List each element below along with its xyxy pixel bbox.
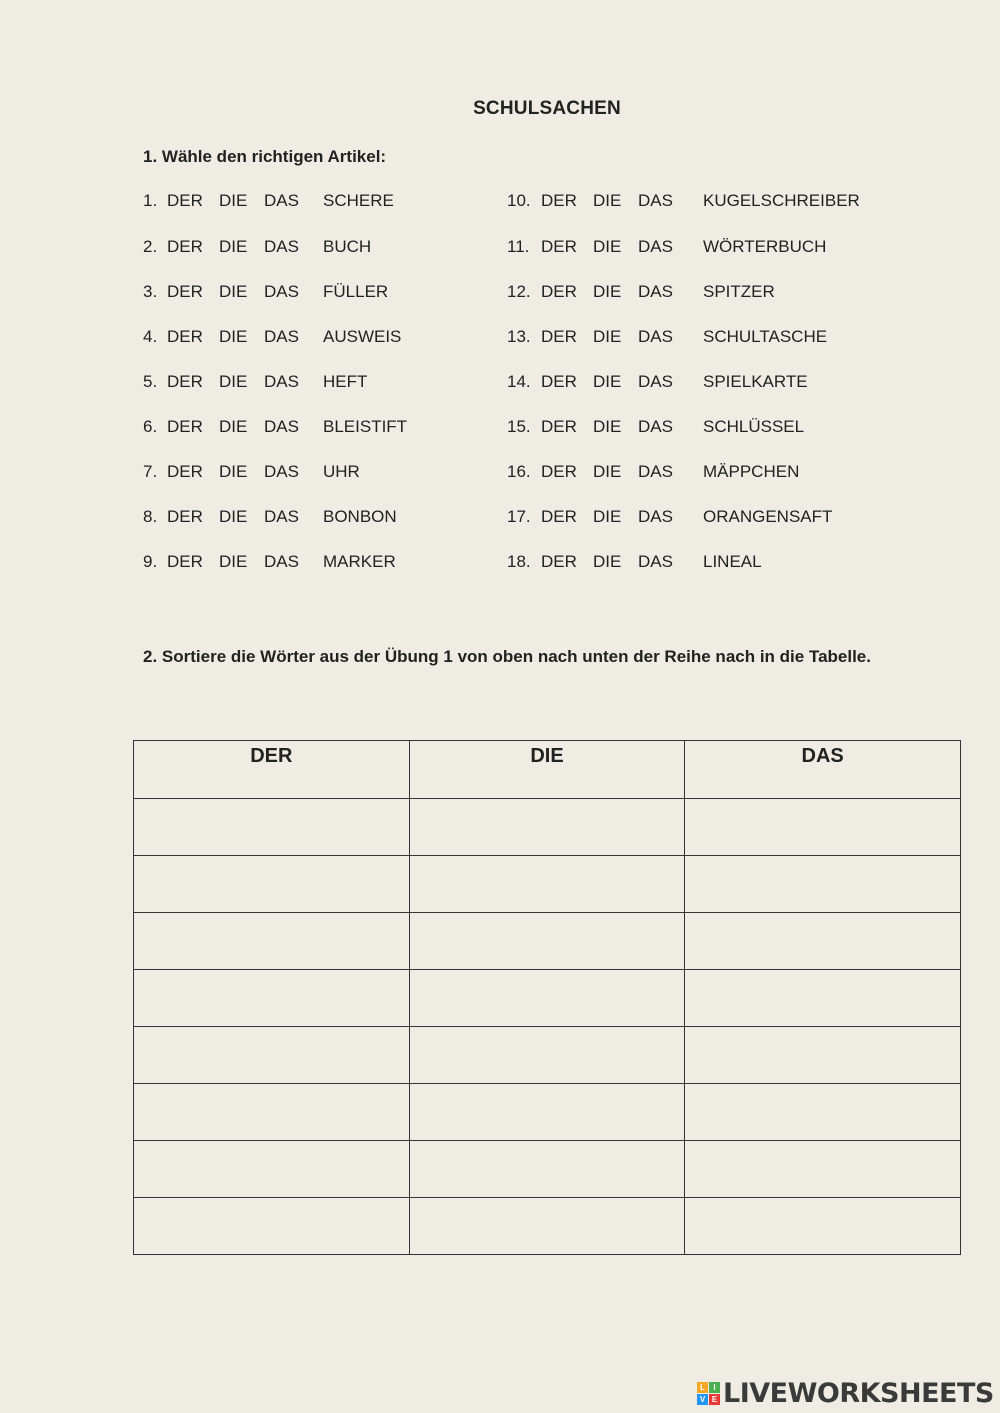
- noun-word: MARKER: [323, 552, 396, 571]
- table-row: [134, 1198, 961, 1255]
- option-der[interactable]: DER: [541, 282, 577, 301]
- option-die[interactable]: DIE: [593, 191, 622, 210]
- table-row: [134, 799, 961, 856]
- option-der[interactable]: DER: [167, 282, 203, 301]
- answer-cell-das[interactable]: [685, 1027, 961, 1084]
- noun-word: LINEAL: [703, 552, 762, 571]
- noun-word: BLEISTIFT: [323, 417, 408, 436]
- answer-cell-der[interactable]: [134, 856, 410, 913]
- noun-word: AUSWEIS: [323, 327, 402, 346]
- option-der[interactable]: DER: [541, 327, 577, 346]
- answer-cell-das[interactable]: [685, 856, 961, 913]
- answer-cell-die[interactable]: [409, 1141, 685, 1198]
- item-number: 17.: [507, 507, 531, 526]
- noun-word: SCHULTASCHE: [703, 327, 828, 346]
- option-der[interactable]: DER: [167, 552, 203, 571]
- option-das[interactable]: DAS: [638, 552, 673, 571]
- item-number: 13.: [507, 327, 531, 346]
- option-das[interactable]: DAS: [264, 237, 299, 256]
- option-die[interactable]: DIE: [219, 191, 248, 210]
- option-das[interactable]: DAS: [638, 191, 673, 210]
- option-das[interactable]: DAS: [264, 507, 299, 526]
- table-row: [134, 913, 961, 970]
- logo-mark-letter: V: [697, 1394, 708, 1405]
- option-das[interactable]: DAS: [264, 462, 299, 481]
- option-das[interactable]: DAS: [264, 417, 299, 436]
- option-der[interactable]: DER: [541, 372, 577, 391]
- item-number: 1.: [143, 191, 158, 210]
- option-der[interactable]: DER: [167, 417, 203, 436]
- table-row: [134, 1084, 961, 1141]
- item-number: 11.: [507, 237, 530, 256]
- option-das[interactable]: DAS: [638, 327, 673, 346]
- answer-cell-das[interactable]: [685, 1141, 961, 1198]
- answer-cell-das[interactable]: [685, 1198, 961, 1255]
- option-die[interactable]: DIE: [593, 327, 622, 346]
- answer-cell-der[interactable]: [134, 1084, 410, 1141]
- answer-cell-der[interactable]: [134, 1141, 410, 1198]
- answer-cell-der[interactable]: [134, 970, 410, 1027]
- table-row: [134, 1141, 961, 1198]
- logo-text: LIVEWORKSHEETS: [723, 1377, 994, 1409]
- option-das[interactable]: DAS: [264, 191, 299, 210]
- option-das[interactable]: DAS: [638, 237, 673, 256]
- option-das[interactable]: DAS: [264, 552, 299, 571]
- option-der[interactable]: DER: [541, 552, 577, 571]
- option-die[interactable]: DIE: [219, 372, 248, 391]
- option-die[interactable]: DIE: [219, 237, 248, 256]
- logo-mark-letter: E: [709, 1394, 720, 1405]
- option-die[interactable]: DIE: [219, 282, 248, 301]
- option-das[interactable]: DAS: [264, 327, 299, 346]
- option-der[interactable]: DER: [541, 191, 577, 210]
- item-number: 7.: [143, 462, 158, 481]
- option-die[interactable]: DIE: [219, 417, 248, 436]
- option-der[interactable]: DER: [167, 462, 203, 481]
- noun-word: HEFT: [323, 372, 368, 391]
- option-das[interactable]: DAS: [638, 282, 673, 301]
- option-die[interactable]: DIE: [219, 462, 248, 481]
- noun-word: BUCH: [323, 237, 372, 256]
- logo-mark-letter: I: [709, 1382, 720, 1393]
- option-das[interactable]: DAS: [638, 462, 673, 481]
- answer-cell-das[interactable]: [685, 913, 961, 970]
- option-die[interactable]: DIE: [593, 237, 622, 256]
- noun-word: SCHERE: [323, 191, 394, 210]
- answer-cell-der[interactable]: [134, 799, 410, 856]
- table-body: [134, 799, 961, 1255]
- item-number: 12.: [507, 282, 531, 301]
- option-der[interactable]: DER: [167, 507, 203, 526]
- liveworksheets-logo: [697, 1376, 994, 1410]
- item-number: 8.: [143, 507, 158, 526]
- noun-word: FÜLLER: [323, 282, 389, 301]
- column-header-die: DIE: [409, 741, 685, 799]
- option-der[interactable]: DER: [167, 237, 203, 256]
- item-number: 14.: [507, 372, 531, 391]
- answer-cell-der[interactable]: [134, 913, 410, 970]
- noun-word: SPITZER: [703, 282, 775, 301]
- answer-cell-das[interactable]: [685, 1084, 961, 1141]
- item-number: 10.: [507, 191, 531, 210]
- option-die[interactable]: DIE: [593, 372, 622, 391]
- item-number: 15.: [507, 417, 531, 436]
- item-number: 6.: [143, 417, 158, 436]
- noun-word: BONBON: [323, 507, 397, 526]
- noun-word: WÖRTERBUCH: [703, 237, 827, 256]
- answer-cell-die[interactable]: [409, 856, 685, 913]
- item-number: 3.: [143, 282, 158, 301]
- option-die[interactable]: DIE: [219, 507, 248, 526]
- option-der[interactable]: DER: [541, 462, 577, 481]
- answer-cell-die[interactable]: [409, 1027, 685, 1084]
- item-number: 9.: [143, 552, 158, 571]
- logo-mark-letter: L: [697, 1382, 708, 1393]
- option-die[interactable]: DIE: [219, 327, 248, 346]
- option-der[interactable]: DER: [167, 327, 203, 346]
- answer-cell-das[interactable]: [685, 970, 961, 1027]
- option-der[interactable]: DER: [541, 237, 577, 256]
- noun-word: SCHLÜSSEL: [703, 417, 805, 436]
- noun-word: KUGELSCHREIBER: [703, 191, 860, 210]
- option-die[interactable]: DIE: [593, 507, 622, 526]
- option-das[interactable]: DAS: [638, 507, 673, 526]
- answer-cell-die[interactable]: [409, 799, 685, 856]
- noun-word: MÄPPCHEN: [703, 462, 800, 481]
- table-row: [134, 970, 961, 1027]
- exercise-1-heading: 1. Wähle den richtigen Artikel:: [143, 147, 387, 166]
- answer-cell-die[interactable]: [409, 1198, 685, 1255]
- option-die[interactable]: DIE: [593, 417, 622, 436]
- answer-cell-die[interactable]: [409, 913, 685, 970]
- noun-word: SPIELKARTE: [703, 372, 808, 391]
- noun-word: UHR: [323, 462, 360, 481]
- option-die[interactable]: DIE: [593, 552, 622, 571]
- item-number: 18.: [507, 552, 531, 571]
- exercise-2-heading: 2. Sortiere die Wörter aus der Übung 1 von oben nach unten der Reihe nach in die Tabelle.: [143, 647, 871, 666]
- table-row: [134, 1027, 961, 1084]
- item-number: 16.: [507, 462, 531, 481]
- item-number: 2.: [143, 237, 158, 256]
- answer-cell-der[interactable]: [134, 1027, 410, 1084]
- table-row: [134, 856, 961, 913]
- option-die[interactable]: DIE: [593, 462, 622, 481]
- option-das[interactable]: DAS: [264, 372, 299, 391]
- option-die[interactable]: DIE: [593, 282, 622, 301]
- option-der[interactable]: DER: [167, 372, 203, 391]
- option-der[interactable]: DER: [541, 417, 577, 436]
- option-das[interactable]: DAS: [264, 282, 299, 301]
- option-die[interactable]: DIE: [219, 552, 248, 571]
- column-header-das: DAS: [685, 741, 961, 799]
- option-das[interactable]: DAS: [638, 417, 673, 436]
- option-das[interactable]: DAS: [638, 372, 673, 391]
- logo-mark-icon: [697, 1382, 720, 1405]
- noun-word: ORANGENSAFT: [703, 507, 833, 526]
- worksheet-title: SCHULSACHEN: [473, 98, 621, 119]
- option-der[interactable]: DER: [541, 507, 577, 526]
- option-der[interactable]: DER: [167, 191, 203, 210]
- item-number: 5.: [143, 372, 158, 391]
- column-header-der: DER: [134, 741, 410, 799]
- sorting-table: [133, 740, 961, 1255]
- answer-cell-die[interactable]: [409, 1084, 685, 1141]
- answer-cell-der[interactable]: [134, 1198, 410, 1255]
- answer-cell-die[interactable]: [409, 970, 685, 1027]
- answer-cell-das[interactable]: [685, 799, 961, 856]
- item-number: 4.: [143, 327, 158, 346]
